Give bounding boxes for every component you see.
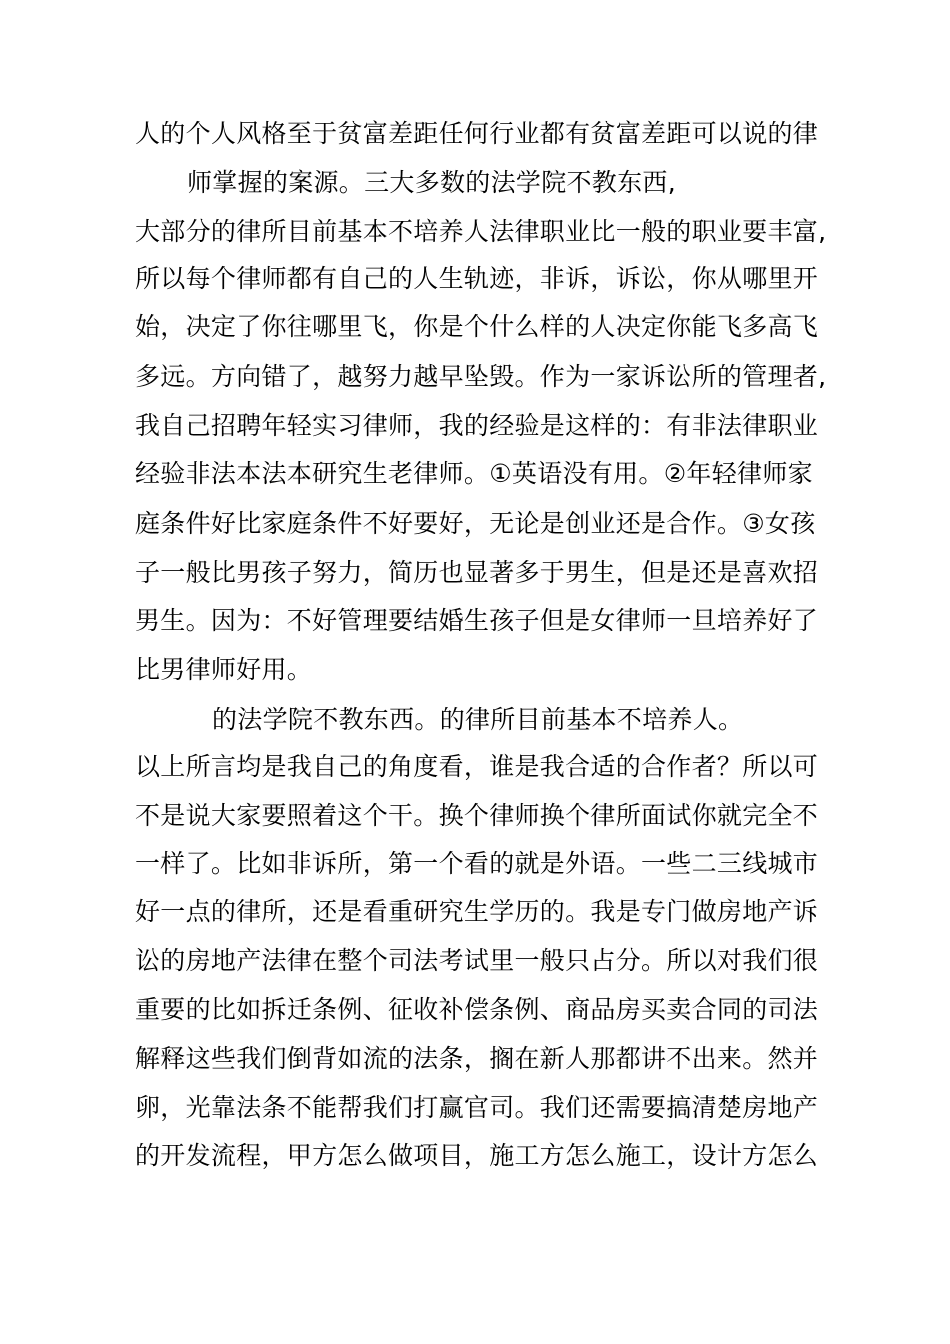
text-line: 一样了。比如非诉所，第一个看的就是外语。一些二三线城市 [135,849,819,878]
text-line: 所以每个律师都有自己的人生轨迹，非诉，诉讼，你从哪里开 [135,264,819,293]
text-line: 庭条件好比家庭条件不好要好，无论是创业还是合作。③女孩 [135,509,816,538]
text-line: 讼的房地产法律在整个司法考试里一般只占分。所以对我们很 [135,946,819,975]
text-line: 我自己招聘年轻实习律师，我的经验是这样的：有非法律职业 [135,411,819,440]
text-line: 重要的比如拆迁条例、征收补偿条例、商品房买卖合同的司法 [135,995,819,1024]
text-line: 大部分的律所目前基本不培养人法律职业比一般的职业要丰富, [135,217,827,246]
text-line: 师掌握的案源。三大多数的法学院不教东西, [187,168,676,197]
text-line: 解释这些我们倒背如流的法条，搁在新人那都讲不出来。然并 [135,1044,819,1073]
text-line: 经验非法本法本研究生老律师。①英语没有用。②年轻律师家 [135,459,813,488]
text-line: 子一般比男孩子努力，简历也显著多于男生，但是还是喜欢招 [135,558,819,587]
text-line: 比男律师好用。 [135,655,313,684]
text-line: 始，决定了你往哪里飞，你是个什么样的人决定你能飞多高飞 [135,312,819,341]
text-line: 卵，光靠法条不能帮我们打赢官司。我们还需要搞清楚房地产 [135,1093,819,1122]
text-line: 好一点的律所，还是看重研究生学历的。我是专门做房地产诉 [135,897,819,926]
text-line: 人的个人风格至于贫富差距任何行业都有贫富差距可以说的律 [135,119,819,148]
text-line: 多远。方向错了，越努力越早坠毁。作为一家诉讼所的管理者, [135,362,827,391]
text-line: 不是说大家要照着这个干。换个律师换个律所面试你就完全不 [135,801,819,830]
text-line: 的开发流程，甲方怎么做项目，施工方怎么施工，设计方怎么 [135,1141,819,1170]
text-line: 男生。因为：不好管理要结婚生孩子但是女律师一旦培养好了 [135,606,819,635]
text-line: 以上所言均是我自己的角度看，谁是我合适的合作者？所以可 [135,752,819,781]
text-line: 的法学院不教东西。的律所目前基本不培养人。 [212,705,744,734]
